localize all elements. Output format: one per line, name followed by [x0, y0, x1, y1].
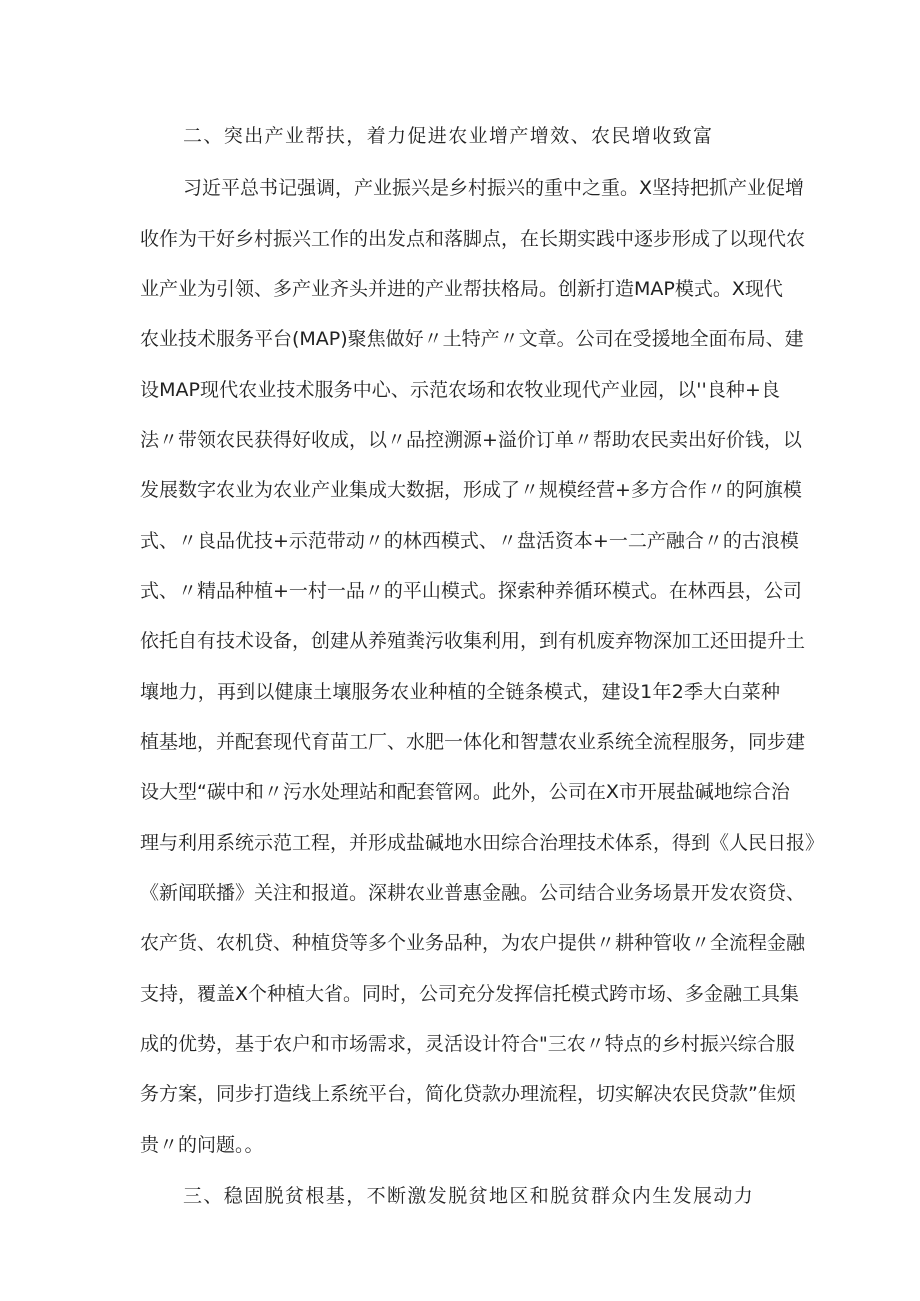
paragraph-line-7: 发展数字农业为农业产业集成大数据，形成了〃规模经营+多方合作〃的阿旗模 [140, 479, 802, 501]
paragraph-line-6: 法〃带领农民获得好收成，以〃品控溯源+溢价订单〃帮助农民卖出好价钱，以 [140, 429, 802, 451]
paragraph-line-16: 农产货、农机贷、种植贷等多个业务品种，为农户提供〃耕种管收〃全流程金融 [140, 932, 806, 954]
paragraph-line-15: 《新闻联播》关注和报道。深耕农业普惠金融。公司结合业务场景开发农资贷、 [140, 882, 806, 904]
paragraph-line-9: 式、〃精品种植+一村一品〃的平山模式。探索种养循环模式。在林西县，公司 [140, 580, 802, 602]
paragraph-line-18: 成的优势，基于农户和市场需求，灵活设计符合"三农〃特点的乡村振兴综合服 [140, 1033, 795, 1055]
paragraph-line-10: 依托自有技术设备，创建从养殖粪污收集利用，到有机废弃物深加工还田提升土 [140, 630, 806, 652]
section-heading-two: 二、突出产业帮扶，着力促进农业增产增效、农民增收致富 [183, 125, 714, 147]
paragraph-line-1: 习近平总书记强调，产业振兴是乡村振兴的重中之重。X坚持把抓产业促增 [183, 177, 805, 199]
paragraph-line-17: 支持，覆盖X个种植大省。同时，公司充分发挥信托模式跨市场、多金融工具集 [140, 983, 800, 1005]
paragraph-line-3: 业产业为引领、多产业齐头并进的产业帮扶格局。创新打造MAP模式。X现代 [140, 278, 783, 300]
paragraph-line-11: 壤地力，再到以健康土壤服务农业种植的全链条模式，建设1年2季大白菜种 [140, 681, 780, 703]
paragraph-line-5: 设MAP现代农业技术服务中心、示范农场和农牧业现代产业园，以''良种+良 [140, 379, 780, 401]
section-heading-three: 三、稳固脱贫根基，不断激发脱贫地区和脱贫群众内生发展动力 [183, 1185, 755, 1207]
paragraph-line-12: 植基地，并配套现代育苗工厂、水肥一体化和智慧农业系统全流程服务，同步建 [140, 731, 806, 753]
paragraph-line-4: 农业技术服务平台(MAP)聚焦做好〃土特产〃文章。公司在受援地全面布局、建 [140, 328, 804, 350]
paragraph-line-2: 收作为干好乡村振兴工作的出发点和落脚点，在长期实践中逐步形成了以现代农 [140, 228, 806, 250]
paragraph-line-13: 设大型“碳中和〃污水处理站和配套管网。此外，公司在X市开展盐碱地综合治 [140, 781, 790, 803]
paragraph-line-20: 贵〃的问题。。 [140, 1134, 264, 1156]
paragraph-line-8: 式、〃良品优技+示范带动〃的林西模式、〃盘活资本+一二产融合〃的古浪模 [140, 530, 799, 552]
paragraph-line-14: 理与利用系统示范工程，并形成盐碱地水田综合治理技术体系，得到《人民日报》 [140, 832, 825, 854]
paragraph-line-19: 务方案，同步打造线上系统平台，简化贷款办理流程，切实解决农民贷款”隹烦 [140, 1083, 796, 1105]
